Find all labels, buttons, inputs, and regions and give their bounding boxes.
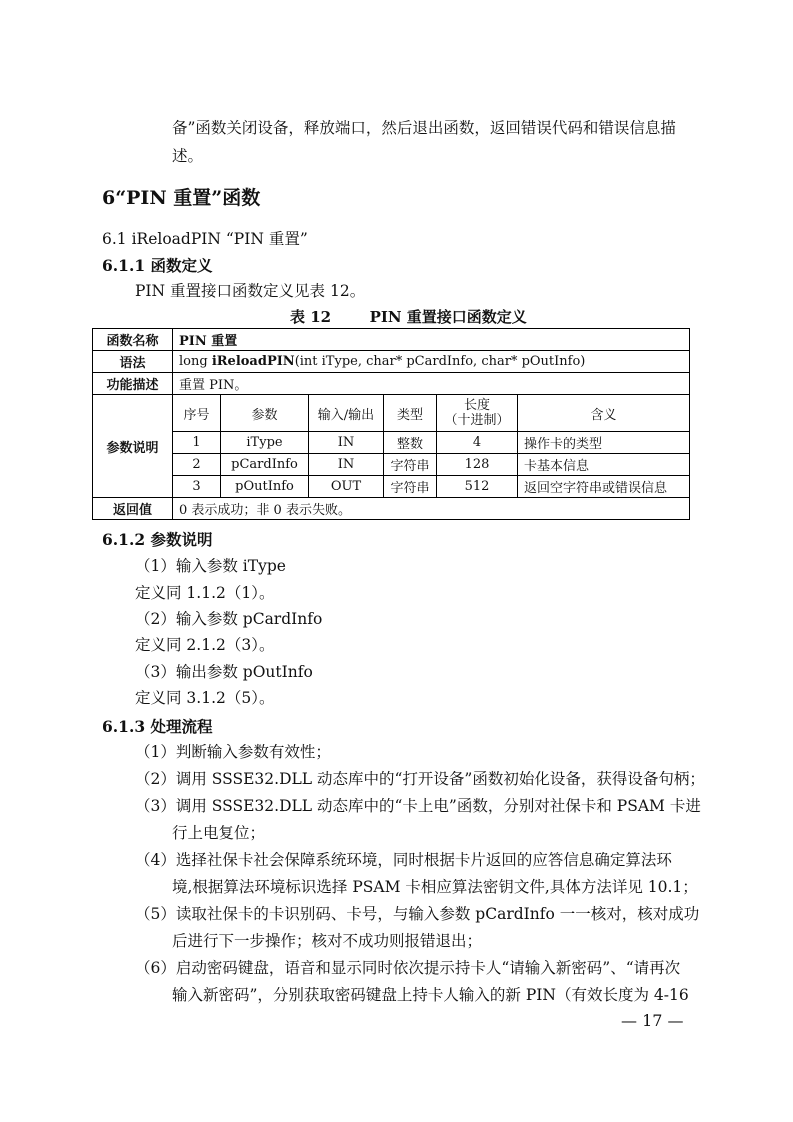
param-definition: 定义同 2.1.2（3）。	[135, 636, 275, 654]
header-param: 参数	[221, 395, 309, 432]
param-title: （1）输入参数 iType	[135, 557, 286, 575]
row-index: 2	[173, 454, 221, 476]
row-param: iType	[221, 432, 309, 454]
section-heading-6-1-3: 6.1.3 处理流程	[102, 717, 213, 736]
row-meaning: 操作卡的类型	[518, 432, 690, 454]
syntax-label: 语法	[93, 351, 173, 373]
function-definition-table	[92, 328, 690, 520]
row-index: 1	[173, 432, 221, 454]
row-length: 4	[437, 432, 518, 454]
row-index: 3	[173, 476, 221, 498]
table-caption-number: 表 12	[290, 308, 332, 326]
row-io: OUT	[309, 476, 384, 498]
intro-line-2: 述。	[172, 147, 204, 165]
header-io: 输入/输出	[309, 395, 384, 432]
row-type: 字符串	[384, 454, 437, 476]
function-name-label: 函数名称	[93, 329, 173, 351]
process-step: （1）判断输入参数有效性；	[135, 743, 331, 761]
function-name-value: PIN 重置	[173, 329, 690, 351]
process-step-continued: 境,根据算法环境标识选择 PSAM 卡相应算法密钥文件,具体方法详见 10.1；	[172, 878, 698, 896]
row-param: pOutInfo	[221, 476, 309, 498]
row-meaning: 卡基本信息	[518, 454, 690, 476]
description-label: 功能描述	[93, 373, 173, 395]
header-type: 类型	[384, 395, 437, 432]
table-row-syntax	[93, 351, 690, 373]
table-row	[93, 476, 690, 498]
intro-line-1: 备”函数关闭设备，释放端口，然后退出函数，返回错误代码和错误信息描	[172, 119, 676, 137]
table-row-param-header	[93, 395, 690, 432]
process-step: （6）启动密码键盘，语音和显示同时依次提示持卡人“请输入新密码”、“请再次	[135, 959, 681, 977]
process-step: （3）调用 SSSE32.DLL 动态库中的“卡上电”函数，分别对社保卡和 PSAM 卡进	[135, 797, 701, 815]
header-length	[437, 395, 518, 432]
params-label: 参数说明	[93, 395, 173, 498]
param-definition: 定义同 3.1.2（5）。	[135, 689, 275, 707]
process-step: （2）调用 SSSE32.DLL 动态库中的“打开设备”函数初始化设备，获得设备句柄；	[135, 770, 705, 788]
table-row-description	[93, 373, 690, 395]
syntax-arguments: (int iType, char* pCardInfo, char* pOutInfo)	[294, 354, 586, 369]
param-title: （3）输出参数 pOutInfo	[135, 663, 313, 681]
header-meaning: 含义	[518, 395, 690, 432]
row-length: 512	[437, 476, 518, 498]
process-step-continued: 行上电复位；	[172, 824, 266, 842]
return-label: 返回值	[93, 498, 173, 520]
header-length-line-1: 长度	[463, 398, 490, 413]
table-row	[93, 454, 690, 476]
row-length: 128	[437, 454, 518, 476]
header-length-line-2: （十进制）	[444, 413, 510, 428]
table-row-name	[93, 329, 690, 351]
row-io: IN	[309, 454, 384, 476]
page-number: — 17 —	[621, 1011, 684, 1030]
section-heading-6-1-1: 6.1.1 函数定义	[102, 256, 213, 275]
description-value: 重置 PIN。	[173, 373, 690, 395]
process-step: （4）选择社保卡社会保障系统环境，同时根据卡片返回的应答信息确定算法环	[135, 851, 672, 869]
table-caption	[290, 306, 527, 327]
row-type: 整数	[384, 432, 437, 454]
table-reference-text: PIN 重置接口函数定义见表 12。	[135, 282, 366, 300]
process-step-continued: 后进行下一步操作；核对不成功则报错退出；	[172, 932, 483, 950]
row-meaning: 返回空字符串或错误信息	[518, 476, 690, 498]
header-index: 序号	[173, 395, 221, 432]
param-title: （2）输入参数 pCardInfo	[135, 610, 323, 628]
section-heading-6: 6“PIN 重置”函数	[102, 187, 261, 209]
param-definition: 定义同 1.1.2（1）。	[135, 584, 275, 602]
table-row	[93, 432, 690, 454]
section-heading-6-1: 6.1 iReloadPIN “PIN 重置”	[102, 230, 308, 248]
row-param: pCardInfo	[221, 454, 309, 476]
syntax-function-name: iReloadPIN	[211, 354, 295, 369]
process-step-continued: 输入新密码”，分别获取密码键盘上持卡人输入的新 PIN（有效长度为 4-16	[172, 986, 689, 1004]
section-heading-6-1-2: 6.1.2 参数说明	[102, 530, 213, 549]
row-io: IN	[309, 432, 384, 454]
syntax-value	[173, 351, 690, 373]
process-step: （5）读取社保卡的卡识别码、卡号，与输入参数 pCardInfo 一一核对，核对成功	[135, 905, 700, 923]
table-row-return	[93, 498, 690, 520]
return-value: 0 表示成功；非 0 表示失败。	[173, 498, 690, 520]
table-caption-title: PIN 重置接口函数定义	[369, 308, 527, 326]
syntax-prefix: long	[179, 354, 212, 369]
row-type: 字符串	[384, 476, 437, 498]
